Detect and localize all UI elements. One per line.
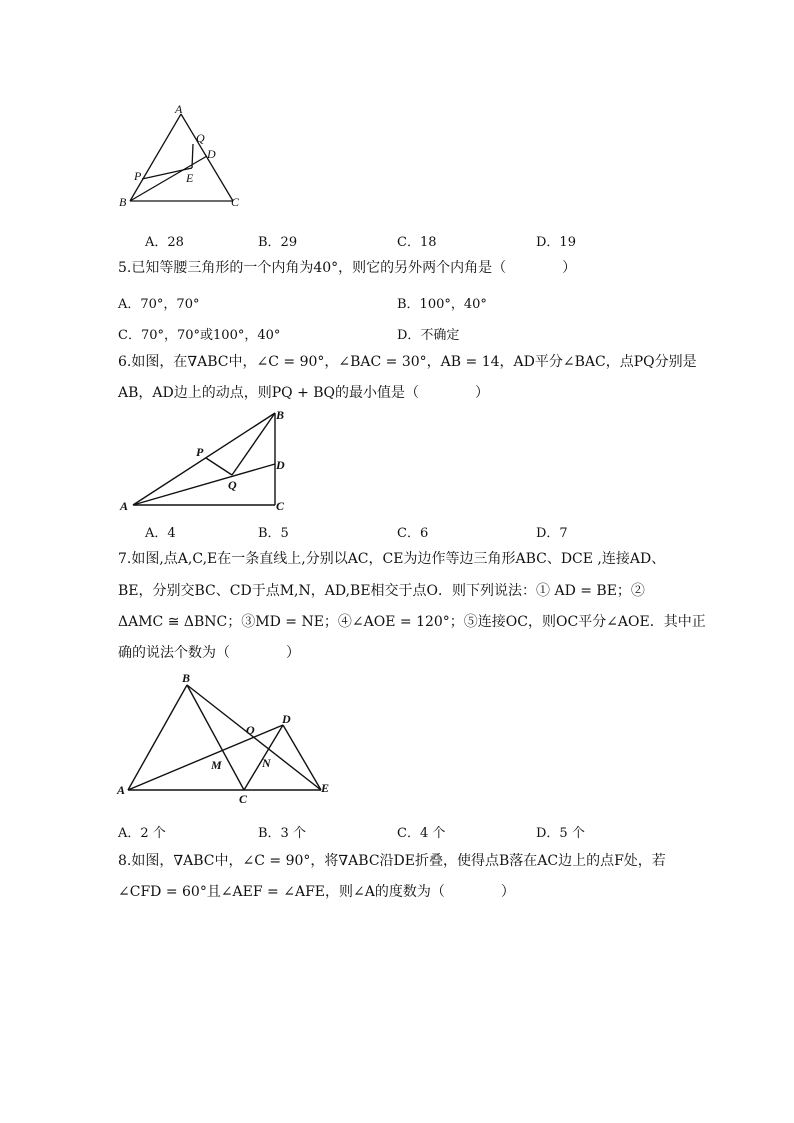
- q7-stem-line4: 确的说法个数为（ ）: [118, 645, 300, 661]
- q5-stem: 5.已知等腰三角形的一个内角为40°，则它的另外两个内角是（ ）: [118, 260, 577, 276]
- q5-option-c[interactable]: C．70°，70°或100°，40°: [118, 328, 281, 343]
- fig7-label-E: E: [321, 781, 330, 795]
- fig1-label-Q: Q: [196, 131, 205, 145]
- q7-option-a[interactable]: A．2 个: [118, 826, 166, 841]
- fig6-label-B: B: [276, 408, 285, 422]
- q7-option-d[interactable]: D．5 个: [536, 826, 585, 841]
- fig1-label-A: A: [175, 102, 183, 116]
- fig6-label-P: P: [196, 445, 204, 459]
- fig1-label-E: E: [186, 171, 194, 185]
- fig6-label-C: C: [276, 499, 285, 513]
- q6-option-b[interactable]: B．5: [258, 526, 289, 541]
- q6-option-c[interactable]: C．6: [397, 526, 429, 541]
- fig1-label-C: C: [231, 195, 240, 209]
- figure-q4-triangle: [110, 100, 260, 215]
- figure-q7-triangles: [112, 668, 337, 808]
- fig1-label-P: P: [134, 169, 142, 183]
- q4-option-a[interactable]: A．28: [145, 235, 184, 250]
- fig7-label-O: O: [246, 723, 255, 737]
- q6-option-d[interactable]: D．7: [536, 526, 568, 541]
- fig7-label-D: D: [282, 712, 291, 726]
- fig7-label-C: C: [239, 792, 248, 806]
- figure-q6-triangle: [115, 403, 300, 515]
- q8-stem-line2: ∠CFD = 60°且∠AEF = ∠AFE，则∠A的度数为（ ）: [118, 884, 515, 900]
- q7-stem-line3: ΔAMC ≅ ΔBNC；③MD = NE；④∠AOE = 120°；⑤连接OC，则OC平分∠AOE．其中正: [118, 614, 706, 630]
- q7-option-c[interactable]: C．4 个: [397, 826, 446, 841]
- fig6-label-A: A: [120, 499, 129, 513]
- q4-option-b[interactable]: B．29: [258, 235, 298, 250]
- q8-stem-line1: 8.如图，∇ABC中，∠C = 90°，将∇ABC沿DE折叠，使得点B落在AC边上的点F处，若: [118, 853, 666, 869]
- q4-option-d[interactable]: D．19: [536, 235, 576, 250]
- q7-option-b[interactable]: B．3 个: [258, 826, 306, 841]
- q5-option-b[interactable]: B．100°，40°: [397, 297, 487, 312]
- q7-stem-line1: 7.如图,点A,C,E在一条直线上,分别以AC，CE为边作等边三角形ABC、DCE ,连接AD、: [118, 551, 666, 567]
- fig6-label-Q: Q: [228, 478, 237, 492]
- q4-option-c[interactable]: C．18: [397, 235, 437, 250]
- fig7-label-N: N: [262, 756, 271, 770]
- fig7-label-M: M: [211, 758, 222, 772]
- q7-stem-line2: BE，分别交BC、CD于点M,N，AD,BE相交于点O．则下列说法：① AD = BE；②: [118, 583, 645, 599]
- fig7-label-B: B: [182, 671, 191, 685]
- fig1-label-D: D: [207, 147, 216, 161]
- q6-option-a[interactable]: A．4: [145, 526, 176, 541]
- fig6-label-D: D: [276, 458, 285, 472]
- fig1-label-B: B: [119, 195, 127, 209]
- fig7-label-A: A: [117, 783, 126, 797]
- q6-stem-line1: 6.如图，在∇ABC中，∠C = 90°，∠BAC = 30°，AB = 14，AD平分∠BAC，点PQ分别是: [118, 354, 697, 370]
- q6-stem-line2: AB，AD边上的动点，则PQ + BQ的最小值是（ ）: [118, 385, 490, 401]
- q5-option-d[interactable]: D．不确定: [397, 328, 460, 343]
- q5-option-a[interactable]: A．70°，70°: [118, 297, 200, 312]
